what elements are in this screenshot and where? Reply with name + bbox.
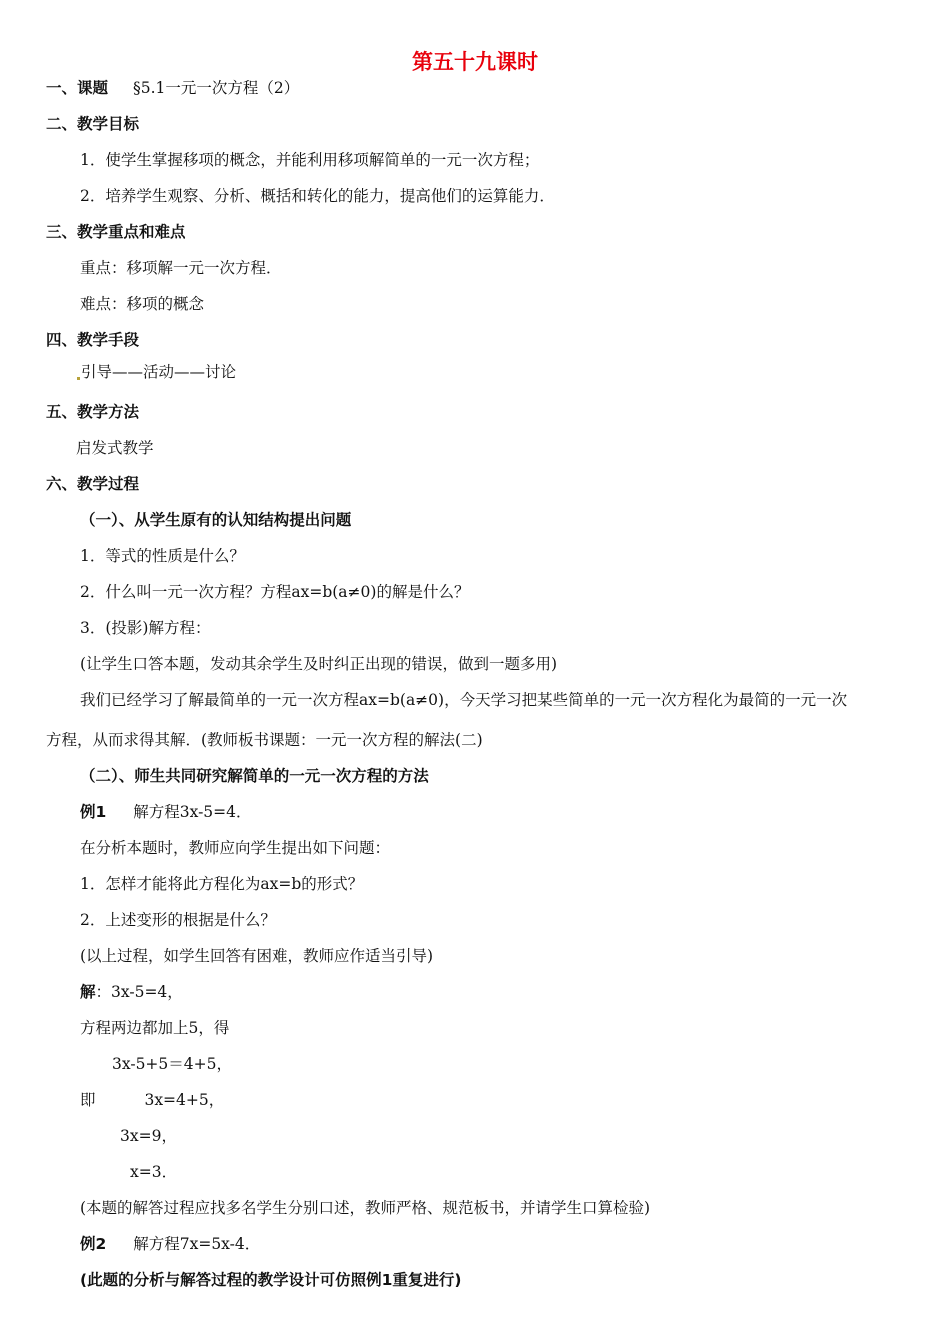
analysis-question-2: 2．上述变形的根据是什么？ <box>80 911 276 929</box>
subsection-heading-1: （一）、从学生原有的认知结构提出问题 <box>80 511 352 529</box>
topic-text: §5.1一元一次方程（2） <box>132 79 300 97</box>
question-1: 1．等式的性质是什么？ <box>80 547 245 565</box>
section-heading-goals: 二、教学目标 <box>46 115 140 133</box>
question-2: 2．什么叫一元一次方程？方程ax=b(a≠0)的解是什么？ <box>80 583 470 601</box>
question-3: 3．(投影)解方程： <box>80 619 211 637</box>
example-1-label: 例1 <box>80 803 107 821</box>
section-heading-process: 六、教学过程 <box>46 475 140 493</box>
goal-item-1: 1．使学生掌握移项的概念，并能利用移项解简单的一元一次方程； <box>80 151 540 169</box>
goal-item-2: 2．培养学生观察、分析、概括和转化的能力，提高他们的运算能力． <box>80 187 555 205</box>
step-1: 方程两边都加上5，得 <box>80 1019 230 1037</box>
example-2-text: 解方程7x=5x-4． <box>133 1235 261 1253</box>
difficult-point: 难点：移项的概念 <box>80 295 205 313</box>
step-4: 3x=9， <box>120 1127 177 1145</box>
step-3-label: 即 <box>80 1091 96 1109</box>
solution-label: 解 <box>80 983 96 1001</box>
subsection-heading-2: （二）、师生共同研究解简单的一元一次方程的方法 <box>80 767 429 785</box>
paragraph-line-2: 方程，从而求得其解．(教师板书课题：一元一次方程的解法(二) <box>46 731 483 749</box>
note-2: (以上过程，如学生回答有困难，教师应作适当引导) <box>80 947 434 965</box>
note-3: (本题的解答过程应找多名学生分别口述，教师严格、规范板书，并请学生口算检验) <box>80 1199 651 1217</box>
step-3: 3x=4+5， <box>144 1091 225 1109</box>
paragraph-line-1: 我们已经学习了解最简单的一元一次方程ax=b(a≠0)，今天学习把某些简单的一元一次方程化为最简的一元一次 <box>80 691 848 709</box>
key-point: 重点：移项解一元一次方程． <box>80 259 282 277</box>
analysis-intro: 在分析本题时，教师应向学生提出如下问题： <box>80 839 391 857</box>
note-1: (让学生口答本题，发动其余学生及时纠正出现的错误，做到一题多用) <box>80 655 558 673</box>
section-heading-keypoints: 三、教学重点和难点 <box>46 223 186 241</box>
example-1-text: 解方程3x-5=4． <box>133 803 252 821</box>
solution-text: ：3x-5=4， <box>95 983 183 1001</box>
example-1 <box>80 802 252 822</box>
page-title: 第五十九课时 <box>412 50 538 74</box>
means-text: 引导——活动——讨论 <box>81 363 237 381</box>
note-4: (此题的分析与解答过程的教学设计可仿照例1重复进行) <box>80 1271 462 1289</box>
mark-dot <box>77 377 80 380</box>
step-5: x=3． <box>130 1163 178 1181</box>
step-2: 3x-5+5＝4+5， <box>112 1055 232 1073</box>
example-2-label: 例2 <box>80 1235 107 1253</box>
section-heading-method: 五、教学方法 <box>46 403 140 421</box>
section-heading-means: 四、教学手段 <box>46 331 140 349</box>
topic-line <box>46 78 299 98</box>
method-text: 启发式教学 <box>76 439 154 457</box>
analysis-question-1: 1．怎样才能将此方程化为ax=b的形式？ <box>80 875 364 893</box>
section-heading-topic: 一、课题 <box>46 79 109 97</box>
means-line <box>76 362 236 382</box>
step-3-line <box>80 1090 224 1110</box>
example-2 <box>80 1234 260 1254</box>
solution-line <box>80 982 183 1002</box>
